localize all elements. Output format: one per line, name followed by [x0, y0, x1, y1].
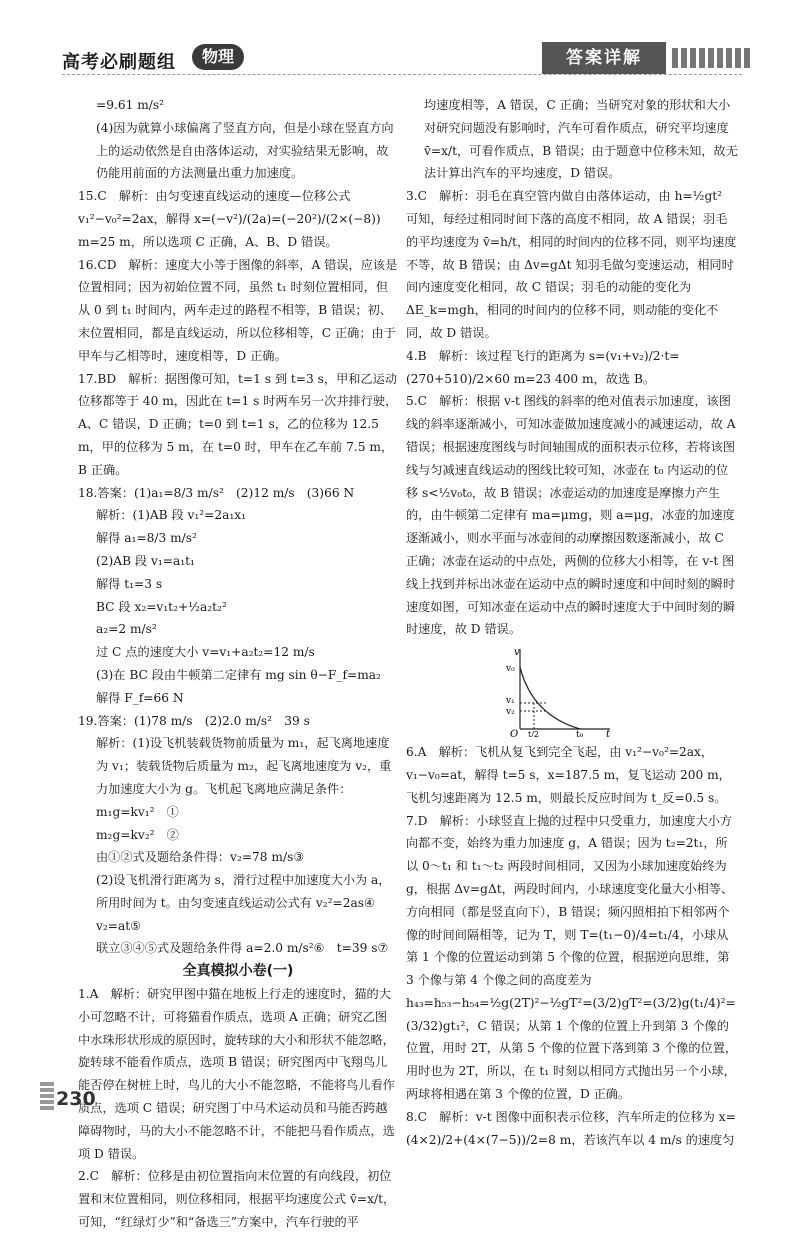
solution-line: 解得 t₁=3 s [96, 576, 163, 591]
right-column [406, 94, 738, 1151]
solution-line: 解得 F_f=66 N [96, 690, 184, 705]
footer-stripes [40, 1080, 54, 1110]
vt-graph-figure [506, 645, 616, 737]
paragraph: =9.61 m/s² [96, 98, 165, 112]
equation-line: v₂=at⑤ [96, 918, 142, 933]
answer-2: 2.C 解析：位移是由初位置指向末位置的有向线段，初位置和末位置相同，则位移相同，根据平均速度公式 v̄=x/t，可知，“红绿灯少”和“备选三”方案中，汽车行驶的平 [78, 1169, 396, 1230]
solution-line: 过 C 点的速度大小 v=v₁+a₂t₂=12 m/s [96, 645, 315, 660]
page-header [62, 44, 742, 76]
v2-label: v₂ [506, 707, 515, 718]
answer-19: 19.答案：(1)78 m/s (2)2.0 m/s² 39 s [78, 713, 310, 728]
solution-line: 解析：(1)设飞机装载货物前质量为 m₁，起飞离地速度为 v₁；装载货物后质量为 m₂，起飞离地速度为 v₂，重力加速度大小为 g。飞机起飞离地应满足条件： [96, 736, 392, 796]
answer-8: 8.C 解析：v-t 图像中面积表示位移，汽车所走的位移为 x=(4×2)/2+(4×(7−5))/2=8 m，若该汽车以 4 m/s 的速度匀 [406, 1109, 736, 1147]
solution-line: (3)在 BC 段由牛顿第二定律有 mg sin θ−F_f=ma₂ [96, 667, 381, 682]
equation-line: m₁g=kv₁² ① [96, 804, 179, 819]
book-title: 高考必刷题组 [62, 52, 176, 73]
left-column [78, 94, 398, 1234]
v0-label: v₀ [506, 664, 515, 675]
solution-line: 解析：(1)AB 段 v₁²=2a₁x₁ [96, 508, 247, 523]
section-title: 全真模拟小卷(一) [182, 963, 294, 980]
vt-curve [520, 667, 580, 729]
t-axis-label: t [606, 729, 611, 738]
answer-18: 18.答案：(1)a₁=8/3 m/s² (2)12 m/s (3)66 N [78, 485, 355, 500]
v-axis-label: v [514, 647, 520, 659]
t-half-label: t/2 [528, 730, 539, 738]
origin-label: O [510, 729, 519, 738]
equation-line: m₂g=kv₂² ② [96, 827, 179, 842]
answer-1: 1.A 解析：研究甲图中猫在地板上行走的速度时，猫的大小可忽略不计，可将猫看作质点，选项 A 正确；研究乙图中水珠形状形成的原因时，旋转球的大小和形状不能忽略，旋转球不能看作质点，选项 B 错误；研究图丙中飞翔鸟儿能否停在树桩上时，鸟儿的大小不能忽略，不能将鸟儿看作质点，选项 C 错误；研究图丁中马术运动员和马能否跨越障碍物时，马的大小不能忽略不计，不能把马看作质点，选项 D 错误。 [78, 987, 395, 1161]
equation-line: 由①②式及题给条件得：v₂=78 m/s③ [96, 850, 305, 865]
v1-label: v₁ [506, 696, 515, 707]
page-number: 230 [56, 1088, 96, 1110]
equation-line: 联立③④⑤式及题给条件得 a=2.0 m/s²⑥ t=39 s⑦ [96, 941, 389, 956]
t0-label: t₀ [576, 730, 584, 738]
paragraph: (4)因为就算小球偏离了竖直方向，但是小球在竖直方向上的运动依然是自由落体运动，对实验结果无影响，故仍能用前面的方法测量出重力加速度。 [96, 120, 394, 181]
solution-line: BC 段 x₂=v₁t₂+½a₂t₂² [96, 599, 227, 614]
solution-line: (2)AB 段 v₁=a₁t₁ [96, 553, 195, 568]
answer-6: 6.A 解析：飞机从复飞到完全飞起，由 v₁²−v₀²=2ax，v₁−v₀=at，解得 t=5 s，x=187.5 m，复飞运动 200 m，飞机匀速距离为 12.5 m，则最长反应时间为 t_反=0.5 s。 [406, 745, 731, 805]
answer-5: 5.C 解析：根据 v-t 图线的斜率的绝对值表示加速度，该图线的斜率逐渐减小，可知冰壶做加速度减小的减速运动，故 A 错误；根据速度图线与时间轴围成的面积表示位移，若将该图线与匀减速直线运动的图线比较可知，冰壶在 t₀ 内运动的位移 s<½v₀t₀，故 B 错误；冰壶运动的加速度是摩擦力产生的，由牛顿第二定律有 ma=μmg，则 a=μg，冰壶的加速度逐渐减小，则水平面与冰壶间的动摩擦因数逐渐减小，故 C 正确；冰壶在运动的中点处，两侧的位移大小相等，在 v-t 图线上找到并标出冰壶在运动中点的瞬时速度和中间时刻的瞬时速度如图，可知冰壶在运动中点的瞬时速度大于中间时刻的瞬时速度，故 D 错误。 [406, 394, 736, 637]
solution-line: 解得 a₁=8/3 m/s² [96, 531, 197, 546]
answer-15: 15.C 解析：由匀变速直线运动的速度—位移公式 v₁²−v₀²=2ax，解得 x=(−v²)/(2a)=(−20²)/(2×(−8)) m=25 m，所以选项 C 正确，A、B、D 错误。 [78, 189, 381, 249]
solution-line: a₂=2 m/s² [96, 622, 157, 637]
paragraph: 均速度相等，A 错误，C 正确；当研究对象的形状和大小对研究问题没有影响时，汽车可看作质点，研究平均速度 v̄=x/t，可看作质点，B 错误；由于题意中位移未知，故无法计算出汽车的平均速度，D 错误。 [424, 98, 738, 181]
header-divider [62, 74, 742, 75]
answer-16: 16.CD 解析：速度大小等于图像的斜率，A 错误，应该是位置相同；因为初始位置不同，虽然 t₁ 时刻位置相同，但从 0 到 t₁ 时间内，两车走过的路程不相等，B 错误；初、末位置相同，都是直线运动，所以位移相等，C 正确；由于甲车与乙相等时，速度相等，D 正确。 [78, 257, 398, 363]
answer-4: 4.B 解析：该过程飞行的距离为 s=(v₁+v₂)/2·t=(270+510)/2×60 m=23 400 m，故选 B。 [406, 348, 680, 386]
solution-line: (2)设飞机滑行距离为 s，滑行过程中加速度大小为 a，所用时间为 t。由匀变速直线运动公式有 v₂²=2as④ [96, 873, 391, 910]
header-stripes [672, 48, 752, 68]
answer-17: 17.BD 解析：据图像可知，t=1 s 到 t=3 s，甲和乙运动位移都等于 40 m，因此在 t=1 s 时两车另一次并排行驶，A、C 错误，D 正确；t=0 到 t=1 s，乙的位移为 12.5 m，甲的位移为 5 m，在 t=0 时，甲车在乙车前 7.5 m，B 正确。 [78, 371, 398, 477]
answer-detail-badge: 答案详解 [542, 42, 666, 74]
answer-7: 7.D 解析：小球竖直上抛的过程中只受重力，加速度大小方向都不变，始终为重力加速度 g，A 错误；因为 t₂=2t₁，所以 0～t₁ 和 t₁～t₂ 两段时间相同，又因为小球加速度始终为 g，根据 Δv=gΔt，两段时间内，小球速度变化量大小相等、方向相同（都是竖直向下），B 错误；频闪照相拍下相邻两个像的时间间隔相等，记为 T，则 T=(t₁−0)/4=t₁/4，小球从第 1 个像的位置运动到第 5 个像的位置，根据逆向思维，第 3 个像与第 4 个像之间的高度差为 h₄₃=h₅₃−h₅₄=½g(2T)²−½gT²=(3/2)gT²=(3/2)g(t₁/4)²=(3/32)gt₁²，C 错误；从第 1 个像的位置上升到第 3 个像的位置，用时 2T，从第 5 个像的位置下落到第 3 个像的位置，用时也为 2T，所以，在 t₁ 时刻以相同方式抛出另一个小球，两球将相遇在第 3 个像的位置，D 正确。 [406, 813, 738, 1102]
answer-3: 3.C 解析：羽毛在真空管内做自由落体运动，由 h=½gt² 可知，每经过相同时间下落的高度不相同，故 A 错误；羽毛的平均速度为 v̄=h/t，相同的时间内的位移不同，则平均速度不等，故 B 错误；由 Δv=gΔt 知羽毛做匀变速运动，相同时间内速度变化相同，故 C 错误；羽毛的动能的变化为 ΔE_k=mgh，相同的时间内的位移不同，则动能的变化不同，故 D 错误。 [406, 189, 737, 340]
subject-badge: 物理 [192, 44, 244, 70]
